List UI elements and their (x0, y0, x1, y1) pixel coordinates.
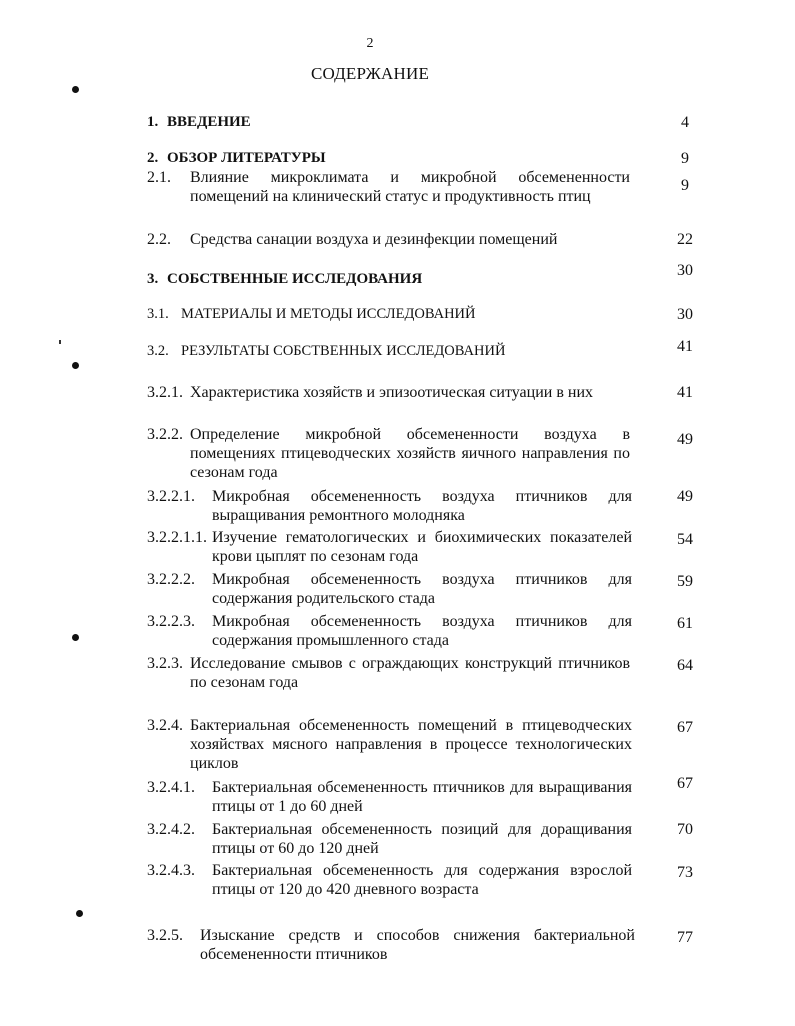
toc-number: 2.1. (147, 169, 171, 186)
toc-page: 54 (677, 531, 693, 548)
toc-number: 3.2.5. (147, 927, 183, 944)
toc-title: Микробная обсемененность воздуха птичников для содержания промышленного стада (212, 613, 632, 649)
toc-number: 3.2.4. (147, 717, 183, 734)
toc-number: 2.2. (147, 231, 171, 248)
toc-page: 9 (681, 177, 689, 194)
page-title: СОДЕРЖАНИЕ (310, 64, 430, 83)
toc-page: 49 (677, 431, 693, 448)
scan-dot (72, 634, 79, 641)
toc-number: 3.2.1. (147, 384, 183, 401)
toc-title: СОБСТВЕННЫЕ ИССЛЕДОВАНИЯ (167, 271, 423, 287)
toc-number: 3.2.3. (147, 655, 183, 672)
toc-title: МАТЕРИАЛЫ И МЕТОДЫ ИССЛЕДОВАНИЙ (181, 306, 476, 322)
toc-title: Микробная обсемененность воздуха птичников для выращивания ремонтного молодняка (212, 488, 632, 524)
toc-title: Бактериальная обсемененность птичников для выращивания птицы от 1 до 60 дней (212, 779, 632, 815)
toc-page: 4 (681, 114, 689, 131)
toc-page: 70 (677, 821, 693, 838)
toc-page: 9 (681, 150, 689, 167)
toc-number: 3.2. (147, 343, 169, 359)
toc-number: 3.2.4.2. (147, 821, 195, 838)
toc-number: 3.2.2.1.1. (147, 529, 207, 546)
toc-page: 61 (677, 615, 693, 632)
toc-page: 67 (677, 719, 693, 736)
toc-page: 41 (677, 384, 693, 401)
toc-title: Изыскание средств и способов снижения бактериальной обсемененности птичников (200, 927, 635, 963)
toc-page: 30 (677, 306, 693, 323)
toc-number: 3.1. (147, 306, 169, 322)
toc-title: Исследование смывов с ограждающих конструкций птичников по сезонам года (190, 655, 630, 691)
toc-title: Средства санации воздуха и дезинфекции помещений (190, 231, 558, 248)
toc-number: 3.2.2.2. (147, 571, 195, 588)
toc-title: ОБЗОР ЛИТЕРАТУРЫ (167, 150, 326, 166)
toc-page: 30 (677, 262, 693, 279)
toc-page: 22 (677, 231, 693, 248)
toc-number: 3.2.4.3. (147, 862, 195, 879)
toc-number: 1. (147, 114, 159, 130)
toc-title: Характеристика хозяйств и эпизоотическая ситуации в них (190, 384, 594, 401)
scan-speck (59, 340, 61, 344)
toc-title: Определение микробной обсемененности воздуха в помещениях птицеводческих хозяйств яичного направления по сезонам года (190, 426, 630, 481)
toc-title: Бактериальная обсемененность позиций для доращивания птицы от 60 до 120 дней (212, 821, 632, 857)
toc-title: РЕЗУЛЬТАТЫ СОБСТВЕННЫХ ИССЛЕДОВАНИЙ (181, 343, 506, 359)
scan-dot (76, 910, 83, 917)
toc-number: 3.2.2.1. (147, 488, 195, 505)
toc-title: Микробная обсемененность воздуха птичников для содержания родительского стада (212, 571, 632, 607)
toc-title: Влияние микроклимата и микробной обсемененности помещений на клинический статус и продуктивность птиц (190, 169, 630, 205)
toc-page: 67 (677, 775, 693, 792)
scan-dot (72, 86, 79, 93)
toc-page: 49 (677, 488, 693, 505)
toc-number: 3. (147, 271, 159, 287)
toc-page: 77 (677, 929, 693, 946)
toc-page: 59 (677, 573, 693, 590)
toc-title: Бактериальная обсемененность для содержания взрослой птицы от 120 до 420 дневного возраста (212, 862, 632, 898)
toc-number: 3.2.4.1. (147, 779, 195, 796)
toc-page: 64 (677, 657, 693, 674)
toc-page: 73 (677, 864, 693, 881)
toc-number: 3.2.2. (147, 426, 183, 443)
toc-number: 2. (147, 150, 159, 166)
scan-dot (72, 362, 79, 369)
toc-title: Бактериальная обсемененность помещений в птицеводческих хозяйствах мясного направления в процессе технологических циклов (190, 717, 632, 772)
page-number: 2 (366, 36, 374, 51)
toc-number: 3.2.2.3. (147, 613, 195, 630)
toc-page: 41 (677, 338, 693, 355)
toc-title: Изучение гематологических и биохимических показателей крови цыплят по сезонам года (212, 529, 632, 565)
toc-title: ВВЕДЕНИЕ (167, 114, 251, 130)
